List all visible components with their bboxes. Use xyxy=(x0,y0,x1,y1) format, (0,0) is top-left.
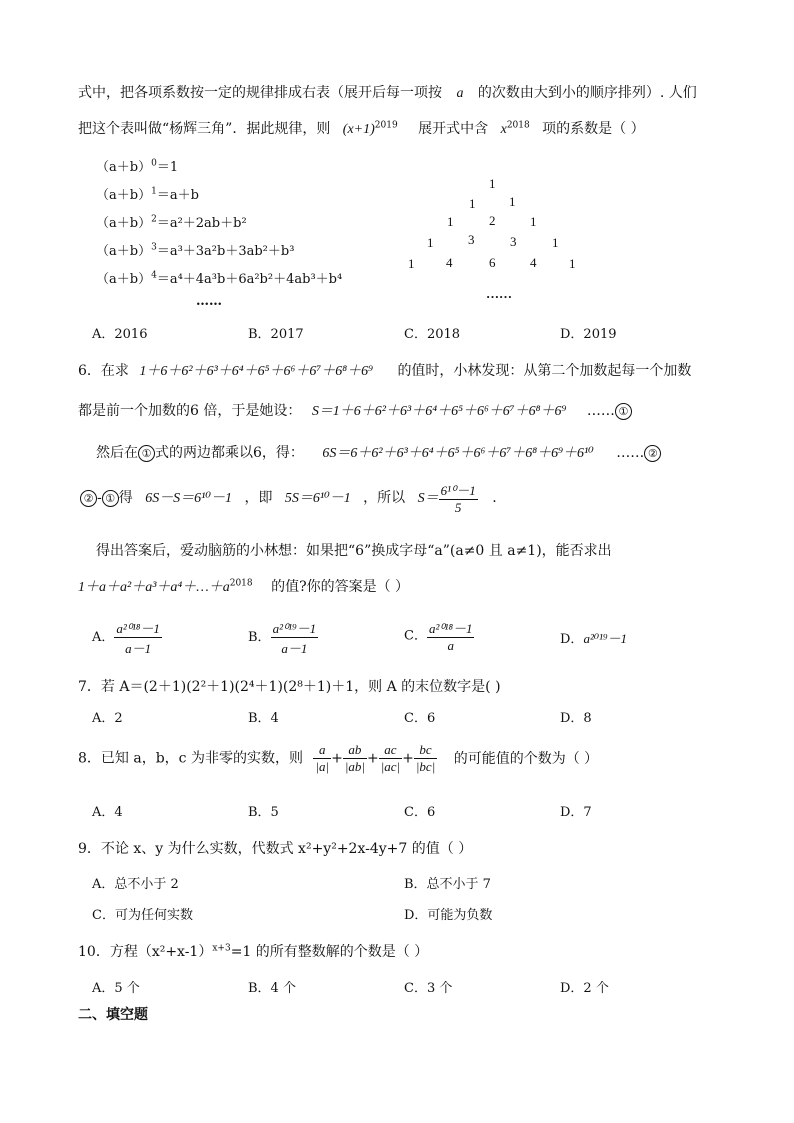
tri-num: 1 xyxy=(447,214,454,229)
circled-one: ① xyxy=(102,490,119,507)
circled-two: ② xyxy=(80,490,97,507)
q10-question: 10．方程$(x^2+x-1)^{x+3}=1$ 的所有整数解的个数是（ ） xyxy=(78,943,429,960)
q8-option-c[interactable]: C．6 xyxy=(404,805,436,820)
tri-num: 1 xyxy=(427,235,434,250)
tri-num: 1 xyxy=(530,214,537,229)
tri-num: 6 xyxy=(489,255,496,270)
expansion-0: $(a+b)^0=1$ xyxy=(96,158,179,175)
q9-option-a[interactable]: A．总不小于 2 xyxy=(92,877,179,892)
q6-line-3: 然后在 ① 式的两边都乘以6，得： 6S＝6＋6²＋6³＋6⁴＋6⁵＋6⁶＋6⁷＋6⁸＋6⁹＋6¹⁰ …… ② xyxy=(96,442,661,462)
circled-two: ② xyxy=(644,445,661,462)
tri-num: 2 xyxy=(489,213,496,228)
q6-line-2: 都是前一个加数的6 倍，于是她设： S＝1＋6＋6²＋6³＋6⁴＋6⁵＋6⁶＋6⁷＋6⁸＋6⁹ …… ① xyxy=(78,400,632,420)
q8-option-a[interactable]: A．4 xyxy=(92,805,123,820)
q6-option-d[interactable]: D．a²⁰¹⁹－1 xyxy=(560,631,627,647)
q9-option-d[interactable]: D．可能为负数 xyxy=(404,908,493,923)
q10-option-b[interactable]: B．4 个 xyxy=(248,981,296,996)
intro-line-1: 式中，把各项系数按一定的规律排成右表（展开后每一项按 a 的次数由大到小的顺序排列）. 人们 xyxy=(78,85,697,101)
q5-option-a[interactable]: A．2016 xyxy=(92,327,148,342)
intro-line-2: 把这个表叫做“杨辉三角”．据此规律，则 $(x+1)^{2019}$ 展开式中含 $x^{2018}$ 项的系数是（ ） xyxy=(78,120,645,137)
q9-option-c[interactable]: C．可为任何实数 xyxy=(92,908,193,923)
q5-option-c[interactable]: C．2018 xyxy=(404,327,461,342)
tri-num: 1 xyxy=(489,176,496,191)
q7-option-b[interactable]: B．4 xyxy=(248,711,279,726)
tri-num: 1 xyxy=(509,194,516,209)
q6-line-6: $1+a+a^2+a^3+a^4+\dots+a^{2018}$ 的值?你的答案是（ ） xyxy=(78,578,410,595)
q9-question: 9．不论 x、y 为什么实数，代数式 x²+y²+2x-4y+7 的值（ ） xyxy=(78,841,473,857)
tri-num: 1 xyxy=(408,256,415,271)
expansion-ellipsis: …… xyxy=(196,294,222,309)
q6-line-4: ② - ① 得 6S－S＝6¹⁰－1 ，即 5S＝6¹⁰－1 ，所以 S＝ $\frac{\text{6¹⁰－1}}{5}$ . xyxy=(80,480,497,516)
q6-line-5: 得出答案后，爱动脑筋的小林想：如果把“6”换成字母“a”(a≠0 且 a≠1)，能否求出 xyxy=(96,543,612,559)
tri-num: 3 xyxy=(468,232,475,247)
q8-option-b[interactable]: B．5 xyxy=(248,805,279,820)
tri-num: 1 xyxy=(469,196,476,211)
q6-option-a[interactable]: A． $\frac{\text{a²⁰¹⁸－1}}{a-1}$ xyxy=(92,618,162,657)
q10-option-c[interactable]: C．3 个 xyxy=(404,981,453,996)
circled-one: ① xyxy=(615,403,632,420)
circled-one: ① xyxy=(138,445,155,462)
q5-option-b[interactable]: B．2017 xyxy=(248,327,304,342)
q6-option-b[interactable]: B． $\frac{\text{a²⁰¹⁹－1}}{a-1}$ xyxy=(248,618,318,657)
section-heading: 二、填空题 xyxy=(78,1007,148,1023)
tri-num: 4 xyxy=(530,255,537,270)
q6-option-c[interactable]: C． $\frac{\text{a²⁰¹⁸－1}}{a}$ xyxy=(404,618,474,654)
tri-num: 1 xyxy=(569,256,576,271)
tri-num: 1 xyxy=(552,235,559,250)
q7-question: 7．若 A＝(2＋1)(2²＋1)(2⁴＋1)(2⁸＋1)＋1，则 A 的末位数字是( ) xyxy=(78,679,501,695)
q10-option-d[interactable]: D．2 个 xyxy=(560,981,609,996)
expansion-3: $(a+b)^3=a^3+3a^2b+3ab^2+b^3$ xyxy=(96,242,295,259)
tri-num: 3 xyxy=(510,234,517,249)
q9-option-b[interactable]: B．总不小于 7 xyxy=(404,877,491,892)
q8-option-d[interactable]: D．7 xyxy=(560,805,592,820)
q7-option-c[interactable]: C．6 xyxy=(404,711,436,726)
q6-line-1: 6．在求 1＋6＋6²＋6³＋6⁴＋6⁵＋6⁶＋6⁷＋6⁸＋6⁹ 的值时，小林发现：从第二个加数起每一个加数 xyxy=(78,363,692,379)
q7-option-d[interactable]: D．8 xyxy=(560,711,592,726)
q7-option-a[interactable]: A．2 xyxy=(92,711,123,726)
expansion-1: $(a+b)^1=a+b$ xyxy=(96,186,199,203)
q8-question: 8．已知 a，b，c 为非零的实数，则 $\frac{a}{|a|}$ + $\frac{ab}{|ab|}$ + $\frac{ac}{|ac|}$ + $\frac{bc}{|bc|}$ 的可能值的个数为（ ） xyxy=(78,742,599,774)
q5-option-d[interactable]: D．2019 xyxy=(560,327,617,342)
q10-option-a[interactable]: A．5 个 xyxy=(92,981,140,996)
expansion-2: $(a+b)^2=a^2+2ab+b^2$ xyxy=(96,214,247,231)
expansion-4: $(a+b)^4=a^4+4a^3b+6a^2b^2+4ab^3+b^4$ xyxy=(96,270,343,287)
tri-ellipsis: …… xyxy=(486,286,512,301)
tri-num: 4 xyxy=(446,255,453,270)
fraction: $\frac{\text{6¹⁰－1}}{5}$ xyxy=(439,480,478,516)
